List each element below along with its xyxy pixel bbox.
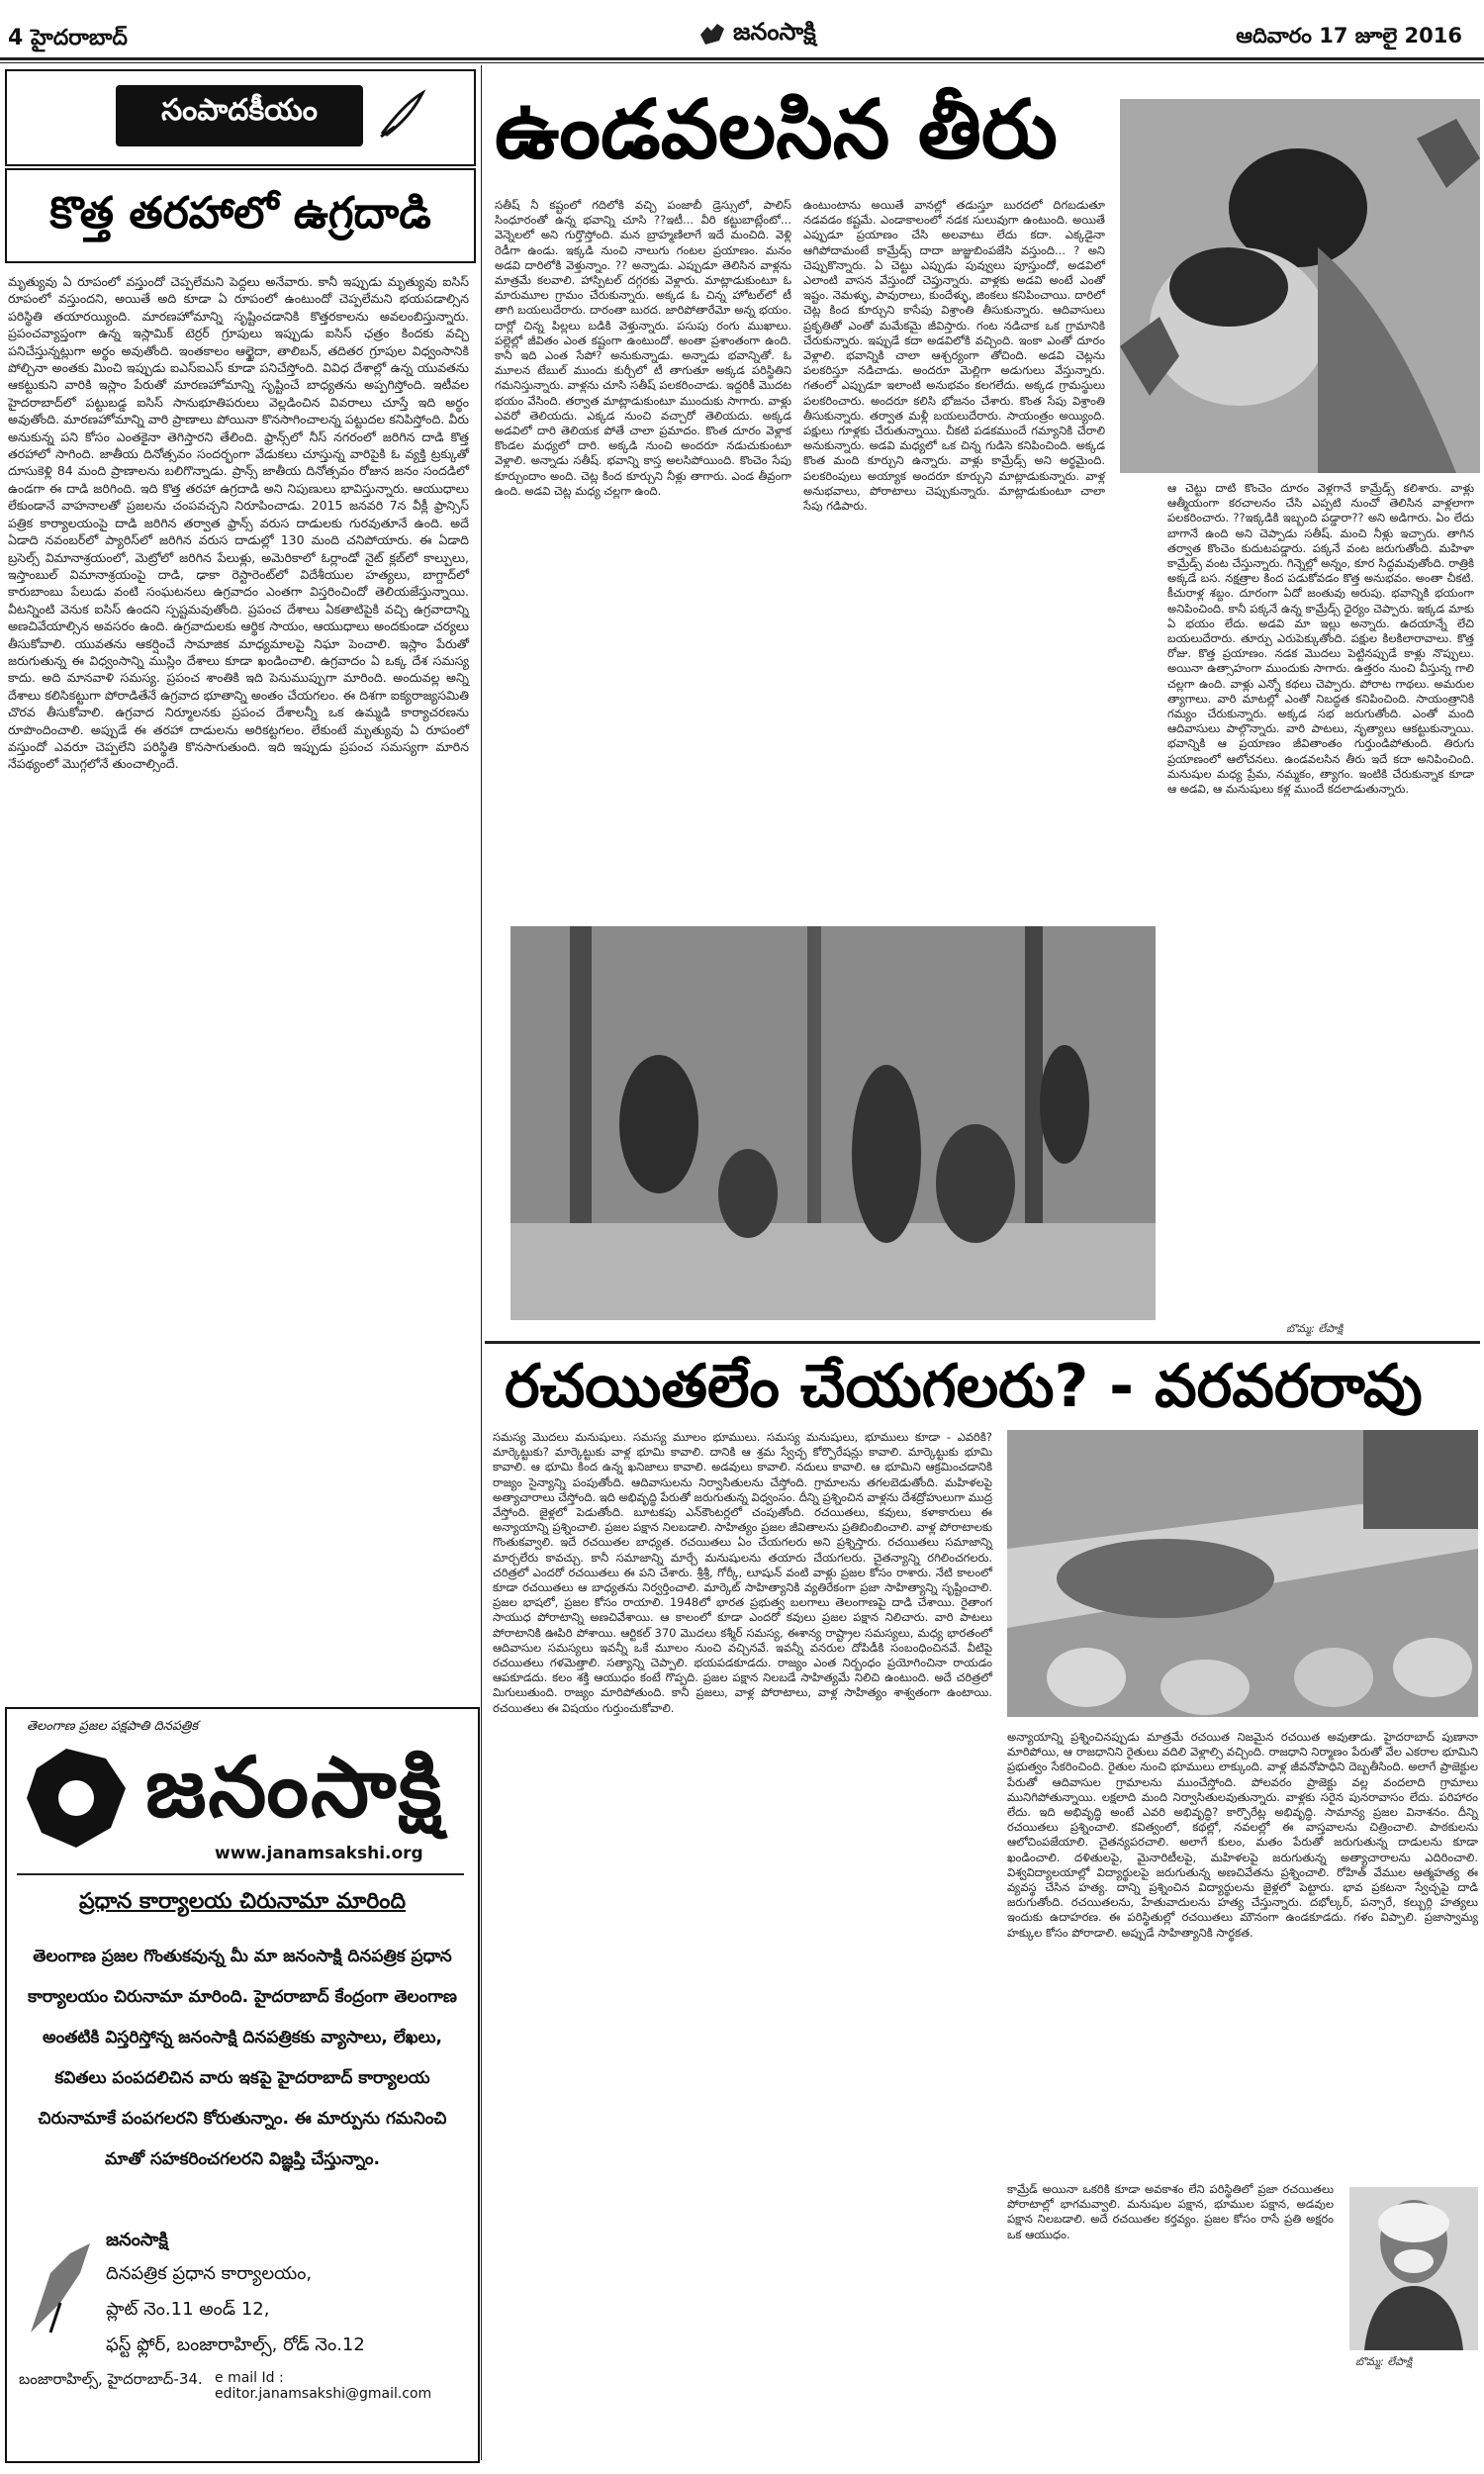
article1-col1: సతీష్ నీ కష్టంలో గదిలోకి వచ్చి పంజాబీ డ్రెస్సులో, పాలిస్ సింధూరంతో ఉన్న భవాన్ని చూసి ??ఇటీ... వీరి కట్టుబాట్లేంటో... వెన్నెలలో అని గుర్తొస్తోంది. మన బ్రాహ్మణిలాగే ఇదే మంచిది. వెళ్లి రెడీగా ఉండు. ఇక్కడి నుంచి నాలుగు గంటల ప్రయాణం. మనం అడవి దారిలోకి వెళ్తున్నాం. ?? అన్నాడు. ఎప్పుడూ తెలిసిన వాళ్లను మాత్రమే కలవాలి. హాస్పిటల్ దగ్గరకు వెళ్లారు. మాట్లాడుకుంటూ ఓ మారుమూల గ్రామం చేరుకున్నారు. అక్కడ ఓ చిన్న హోటల్‌లో టీ తాగి బయలుదేరారు. దారంతా బురద. జారిపోతారేమో అన్న భయం. దార్లో చిన్న పిల్లలు బడికి వెళ్తున్నారు. పసుపు రంగు ముఖాలు. పల్లెల్లో జీవితం ఎంత కష్టంగా ఉంటుందో. అంతా ప్రశాంతంగా ఉంది. కానీ ఇది ఎంత సేపో? అనుకున్నాడు. అన్నాడు భవాన్నితో. ఓ మూలన టేబుల్ ముందు కుర్చీలో టీ తాగుతూ అక్కడ పరిస్థితిని గమనిస్తున్నారు. వాళ్లను చూసి సతీష్ పలకరించాడు. ఇద్దరికీ మొదట భయం వేసింది. తర్వాత మాట్లాడుకుంటూ ముందుకు సాగారు. వాళ్లు ఎవరో తెలియదు. ఎక్కడ నుంచి వచ్చారో తెలియదు. అక్కడ అడవిలో దారి తెలియక పోతే చాలా ప్రమాదం. కొంత దూరం వెళ్లాక కొండల మధ్యలో దారి. అక్కడి నుంచి అందరూ నడుచుకుంటూ వెళ్లాలి. అన్నాడు సతీష్. భవాన్ని కాస్త అలసిపోయింది. కొంచెం సేపు కూర్చుందాం అంది. చెట్ల కింద కూర్చుని నీళ్లు తాగారు. ఎండ తీవ్రంగా ఉంది. అడవి చెట్ల మధ్య చల్లగా ఉంది. (495, 198, 795, 498)
editorial-title-box (5, 69, 476, 166)
advertisement (5, 1707, 480, 2463)
page-date: ఆదివారం 17 జూలై 2016 (1236, 24, 1462, 48)
ad-sign-name: జనంసాక్షి (106, 2230, 168, 2250)
editorial-section (0, 65, 477, 1688)
masthead-text: జనంసాక్షి (733, 18, 816, 46)
ad-address-3: ఫస్ట్ ఫ్లోర్, బంజారాహిల్స్, రోడ్ నెం.12 (106, 2334, 365, 2355)
hand-writing-icon (21, 2234, 100, 2342)
editorial-headline: కొత్త తరహాలో ఉగ్రదాడి (49, 188, 431, 238)
ad-email: e mail Id : editor.janamsakshi@gmail.com (215, 2370, 432, 2402)
ad-logo: జనంసాక్షి (145, 1739, 444, 1836)
article1-photo-caption: బొమ్మ: లేపాక్షి (1286, 1322, 1344, 1335)
article1-photo-forest-group (510, 926, 1156, 1320)
ad-notice-title: ప్రధాన కార్యాలయ చిరునామా మారింది (78, 1889, 406, 1914)
article1-headline: ఉండవలసిన తీరు (495, 83, 1058, 177)
ad-url: www.janamsakshi.org (215, 1844, 423, 1863)
hand-icon (697, 21, 727, 48)
article2-photo-author-portrait (1349, 2187, 1478, 2350)
quill-pen-icon (375, 87, 428, 141)
article2-col1: సమస్య మొదలు మనుషులు. సమస్య మూలం భూములు. సమస్య మనుషులు, భూములు కూడా - ఎవరికి? మార్కెట్టుకు? మార్కెట్టుకు వాళ్ల భూమి కావాలి. దానికి ఆ శ్రమ స్వేచ్ఛ కోర్పొరేషన్లు కావాలి. మార్కెట్టుకు భూమి కావాలి. ఆ భూమి కింద ఉన్న ఖనిజాలు కావాలి. అడవులు కావాలి. నదులు కావాలి. ఆ భూమిని ఆక్రమించడానికి రాజ్యం సైన్యాన్ని పంపుతోంది. ఆదివాసులను నిర్వాసితులను చేస్తోంది. గ్రామాలను తగలబెడుతోంది. మహిళలపై అత్యాచారాలు చేస్తోంది. ఇది అభివృద్ధి పేరుతో జరుగుతున్న విధ్వంసం. దీన్ని ప్రశ్నించిన వాళ్లను దేశద్రోహులుగా ముద్ర వేస్తోంది. జైళ్లలో పెడుతోంది. బూటకపు ఎన్‌కౌంటర్లలో చంపుతోంది. రచయితలు, కవులు, కళాకారులు ఈ అన్యాయాన్ని ప్రశ్నించాలి. ప్రజల పక్షాన నిలబడాలి. సాహిత్యం ప్రజల జీవితాలను ప్రతిబింబించాలి. వాళ్ల పోరాటాలకు గొంతుకవ్వాలి. ఇదే రచయితల బాధ్యత. రచయితలు ఏం చేయగలరు అని ప్రశ్నిస్తారు. రచయితలు సమాజాన్ని మార్చలేరు కావచ్చు. కానీ సమాజాన్ని మార్చే మనుషులను తయారు చేయగలరు. చైతన్యాన్ని రగిలించగలరు. చరిత్రలో ఎందరో రచయితలు ఈ పని చేశారు. శ్రీశ్రీ, గోర్కీ, లూషున్ వంటి వాళ్లు ప్రజల కోసం రాశారు. నేటి కాలంలో కూడా రచయితలు ఆ బాధ్యతను నిర్వర్తించాలి. మార్కెట్ సాహిత్యానికి వ్యతిరేకంగా ప్రజా సాహిత్యాన్ని సృష్టించాలి. ప్రజల భాషలో, ప్రజల కోసం రాయాలి. 1948లో భారత ప్రభుత్వ బలగాలు తెలంగాణపై దాడి చేశాయి. రైతాంగ సాయుధ పోరాటాన్ని అణచివేశాయి. ఆ కాలంలో కూడా ఎందరో కవులు ప్రజల పక్షాన నిలిచారు. వారి పాటలు పోరాటానికి ఊపిరి పోశాయి. ఆర్టికల్ 370 మొదలు కశ్మీర్ సమస్య, ఈశాన్య రాష్ట్రాల సమస్యలు, మధ్య భారతంలో ఆదివాసుల సమస్యలు ఇవన్నీ ఒకే మూలం నుంచి వచ్చినవే. ఇవన్నీ వనరుల దోపిడీకి సంబంధించినవే. వీటిపై రచయితలు గళమెత్తాలి. సత్యాన్ని చెప్పాలి. భయపడకూడదు. రాజ్యం ఎంత నిర్బంధం ప్రయోగించినా రాయడం ఆపకూడదు. కలం శక్తి ఆయుధం కంటే గొప్పది. ప్రజల పక్షాన నిలబడే సాహిత్యమే నిలిచి ఉంటుంది. అదే చరిత్రలో మిగులుతుంది. రాజ్యం మారిపోతుంది. కానీ ప్రజలు, వాళ్ల పోరాటాలు, వాళ్ల సాహిత్యం శాశ్వతంగా ఉంటాయి. రచయితలు ఈ విషయం గుర్తుంచుకోవాలి. (493, 1430, 996, 1715)
ad-address-4: బంజారాహిల్స్, హైదరాబాద్-34. (19, 2370, 203, 2388)
masthead-logo (697, 18, 816, 51)
article2-photo-hands (1007, 1430, 1478, 1717)
ad-address-1: దినపత్రిక ప్రధాన కార్యాలయం, (106, 2263, 313, 2284)
editorial-headline-box (5, 168, 476, 263)
article2-col3: కామ్రేడ్ అయినా ఒకరికి కూడా అవకాశం లేని పరిస్థితిలో ప్రజా రచయితలు పోరాటాల్లో భాగమవ్వాలి. మనుషుల పక్షాన, భూముల పక్షాన, అడవుల పక్షాన నిలబడాలి. అదే రచయితల కర్తవ్యం. ప్రజల కోసం రాసే ప్రతి అక్షరం ఒక ఆయుధం. (1007, 2182, 1338, 2241)
article2-headline: రచయితలేం చేయగలరు? - వరవరరావు (505, 1352, 1423, 1421)
article1-col3: ఆ చెట్టు దాటి కొంచెం దూరం వెళ్లగానే కామ్రేడ్స్ కలిశారు. వాళ్లు ఆత్మీయంగా కరచాలనం చేసి ఎప్పటి నుంచో తెలిసిన వాళ్లలాగా పలకరించారు. ??ఇక్కడికి ఇబ్బంది పడ్డారా?? అని అడిగారు. ఏం లేదు బాగానే ఉంది అని చెప్పాడు సతీష్. మంచి నీళ్లు ఇచ్చారు. తాగిన తర్వాత కొంచెం కుదుటపడ్డారు. పక్కనే వంట జరుగుతోంది. మహిళా కామ్రేడ్స్ వంట చేస్తున్నారు. గిన్నెల్లో అన్నం, కూర సిద్ధమవుతోంది. రాత్రికి అక్కడే బస. నక్షత్రాల కింద పడుకోవడం కొత్త అనుభవం. అంతా చీకటి. కీచురాళ్ల శబ్దం. దూరంగా ఏదో జంతువు అరుపు. భవాన్నికి భయంగా అనిపించింది. కానీ పక్కనే ఉన్న కామ్రేడ్స్ ధైర్యం చెప్పారు. ఇక్కడ మాకు ఏ భయం లేదు. అడవి మా ఇల్లు అన్నారు. ఉదయాన్నే లేచి బయలుదేరారు. తూర్పు ఎరుపెక్కుతోంది. పక్షుల కిలకిలారావాలు. కొత్త రోజు. కొత్త ప్రయాణం. నడక మొదలు పెట్టినప్పుడే కాళ్లు నొప్పులు. అయినా ఉత్సాహంగా ముందుకు సాగారు. ఉత్తరం నుంచి వీస్తున్న గాలి చల్లగా ఉంది. వాళ్లు ఎన్నో కథలు చెప్పారు. పోరాట గాథలు. అమరుల త్యాగాలు. వారి మాటల్లో ఎంతో నిబద్ధత కనిపించింది. సాయంత్రానికి గమ్యం చేరుకున్నారు. అక్కడ సభ జరుగుతోంది. ఎంతో మంది ఆదివాసులు పాల్గొన్నారు. వారి పాటలు, నృత్యాలు ఆకట్టుకున్నాయి. భవాన్నికి ఆ ప్రయాణం జీవితాంతం గుర్తుండిపోతుంది. తిరుగు ప్రయాణంలో ఆలోచనలు. ఉండవలసిన తీరు ఇదే కదా అనిపించింది. మనుషుల మధ్య ప్రేమ, నమ్మకం, త్యాగం. ఇంటికి చేరుకున్నాక కూడా ఆ అడవి, ఆ మనుషులు కళ్ల ముందే కదలాడుతున్నారు. (1167, 481, 1478, 797)
article1-col2: ఉంటుంటాను అయితే వానల్లో తడుస్తూ బురదలో దిగబడుతూ నడవడం కష్టమే. ఎండాకాలంలో నడక సులువుగా ఉంటుంది. అయితే ఎప్పుడూ ప్రయాణం చేసి అలవాటు లేదు కదా. ఎక్కడైనా ఆగిపోదామంటే కామ్రేడ్స్ దాదా జుజ్జుబింపజేసి వస్తుంది... ? అని చెప్పుకొన్నారు. ఏ చెట్టు ఎప్పుడు పువ్వులు పూస్తుందో, అడవిలో ఎలాంటి వాసన వేస్తుందో చెప్తున్నారు. వాళ్లకు అడవి అంటే ఎంతో ఇష్టం. నెమళ్ళు, పావురాలు, కుందేళ్ళు, జింకలు కనిపించాయి. దారిలో చెట్ల కింద కూర్చుని కాసేపు విశ్రాంతి తీసుకున్నారు. ఆదివాసులు ప్రకృతితో ఎంతో మమేకమై జీవిస్తారు. గంట నడిచాక ఒక గ్రామానికి చేరుకున్నారు. ఇప్పుడే కదా అడవిలోకి వచ్చింది. ఇంకా ఎంతో దూరం వెళ్లాలి. భవాన్నికి చాలా ఆశ్చర్యంగా తోచింది. అడవి చెట్లను పలకరిస్తూ నడిచాడు. అందరూ మెల్లిగా అడుగులు వేస్తున్నారు. గతంలో ఎప్పుడూ ఇలాంటి అనుభవం కలగలేదు. అక్కడ గ్రామస్థులు పలకరించారు. అందరూ కలిసి భోజనం చేశారు. కొంత సేపు విశ్రాంతి తీసుకున్నారు. తర్వాత మళ్లీ బయలుదేరారు. సాయంత్రం అయ్యింది. పక్షులు గూళ్లకు చేరుతున్నాయి. చీకటి పడకముందే గమ్యానికి చేరాలి అనుకున్నారు. అడవి మధ్యలో ఒక చిన్న గుడిసె కనిపించింది. అక్కడ కొంత మంది కూర్చుని ఉన్నారు. వాళ్లు కామ్రేడ్స్ అని అర్థమైంది. పలకరింపులు అయ్యాక అందరూ కూర్చుని మాట్లాడుకున్నారు. వాళ్ల అనుభవాలు, పోరాటాలు చెప్పుకున్నారు. మాట్లాడుకుంటూ చాలా సేపు గడిపారు. (803, 198, 1109, 514)
page-label: 4 హైదరాబాద్ (8, 26, 128, 50)
article2-col2: అన్యాయాన్ని ప్రశ్నించినప్పుడు మాత్రమే రచయిత నిజమైన రచయిత అవుతాడు. హైదరాబాద్ పుణానా మారిపోయి, ఆ రాజధానిని రైతులు వదిలి వెళ్లాల్సి వచ్చింది. రాజధాని నిర్మాణం పేరుతో వేల ఎకరాల భూమిని ప్రభుత్వం సేకరించింది. రైతుల నుంచి భూములు లాక్కుంది. వాళ్ల జీవనోపాధిని దెబ్బతీసింది. అలాగే ప్రాజెక్టుల పేరుతో ఆదివాసుల గ్రామాలను ముంచేస్తోంది. పోలవరం ప్రాజెక్టు వల్ల వందలాది గ్రామాలు మునిగిపోతున్నాయి. లక్షలాది మంది నిర్వాసితులవుతున్నారు. వాళ్లకు సరైన పునరావాసం లేదు. పరిహారం లేదు. ఇది అభివృద్ధి అంటే ఎవరి అభివృద్ధి? కార్పొరేట్ల అభివృద్ధి. సామాన్య ప్రజల వినాశనం. దీన్ని రచయితలు ప్రశ్నించాలి. కవిత్వంలో, కథల్లో, నవలల్లో ఈ వాస్తవాలను చిత్రించాలి. పాఠకులను ఆలోచింపజేయాలి. చైతన్యపరచాలి. అలాగే కులం, మతం పేరుతో జరుగుతున్న దాడులను కూడా ఖండించాలి. దళితులపై, మైనారిటీలపై, మహిళలపై జరుగుతున్న అత్యాచారాలను ఎదిరించాలి. విశ్వవిద్యాలయాల్లో విద్యార్థులపై జరుగుతున్న అణచివేతను ప్రశ్నించాలి. రోహిత్ వేముల ఆత్మహత్య ఈ వ్యవస్థ చేసిన హత్య. దాన్ని ప్రశ్నించిన విద్యార్థులను జైళ్లలో పెట్టారు. భావ ప్రకటనా స్వేచ్ఛపై దాడి జరుగుతోంది. రచయితలను, హేతువాదులను హత్య చేస్తున్నారు. దభోల్కర్, పన్సారే, కల్బుర్గి హత్యలు ఇందుకు ఉదాహరణ. ఈ పరిస్థితుల్లో రచయితలు మౌనంగా ఉండకూడదు. గళం విప్పాలి. ప్రజాస్వామ్య హక్కుల కోసం పోరాడాలి. అప్పుడే సాహిత్యానికి సార్థకత. (1007, 1730, 1482, 1940)
ad-top-line: తెలంగాణ ప్రజల పక్షపాతి దినపత్రిక (27, 1719, 199, 1734)
ad-address-2: ప్లాట్ నెం.11 అండ్ 12, (106, 2299, 270, 2320)
ad-notice-body: తెలంగాణ ప్రజల గొంతుకవున్న మీ మా జనంసాక్షి దినపత్రిక ప్రధాన కార్యాలయం చిరునామా మారింది. హైదరాబాద్ కేంద్రంగా తెలంగాణ అంతటికి విస్తరిస్తోన్న జనంసాక్షి దినపత్రికకు వ్యాసాలు, లేఖలు, కవితలు పంపదలిచిన వారు ఇకపై హైదరాబాద్ కార్యాలయ చిరునామాకే పంపగలరని కోరుతున్నాం. ఈ మార్పును గమనించి మాతో సహకరించగలరని విజ్ఞప్తి చేస్తున్నాం. (28, 1947, 457, 2169)
telangana-map-icon (17, 1739, 136, 1857)
editorial-section-title: సంపాదకీయం (161, 93, 318, 128)
editorial-body: మృత్యువు ఏ రూపంలో వస్తుందో చెప్పలేమని పెద్దలు అనేవారు. కానీ ఇప్పుడు మృత్యువు ఐసిస్ రూపంలో వస్తుందని, అయితే అది కూడా ఏ రూపంలో ఉంటుందో చెప్పలేమని భయపడాల్సిన పరిస్థితి తయారయ్యింది. మారణహోమాన్ని సృష్టించడానికి కొత్తరకాలను అవలంబిస్తున్నారు. ప్రపంచవ్యాప్తంగా ఉన్న ఇస్లామిక్ టెర్రర్ గ్రూపులు ఇప్పుడు ఐసిస్ ఛత్రం కిందకు వచ్చి పనిచేస్తున్నట్లుగా అర్థం అవుతోంది. ఇంతకాలం ఆల్ఖైదా, తాలిబన్, తదితర గ్రూపుల విధ్వంసానికి పోల్చినా అంతకు మించి ఇప్పుడు ఐఎస్ఐఎస్ కూడా పనిచేస్తోంది. వివిధ దేశాల్లో ఉన్న యువతను ఆకట్టుకుని వారికి ఇస్లాం పేరుతో మారణహోమాన్ని సృష్టించే బాధ్యతను అప్పగిస్తోంది. ఇటీవల హైదరాబాద్‌లో పట్టుబడ్డ ఐసిస్ సానుభూతిపరులు వెల్లడించిన వివరాలు చూస్తే ఇది అర్థం అవుతోంది. మారణహోమాన్ని వారి ప్రాణాలు పోయినా కొనసాగించాలన్న పట్టుదల కనిపిస్తోంది. వీరు అనుకున్న పని కోసం ఎంతకైనా తెగిస్తారని తేలింది. ఫ్రాన్స్‌లో నీస్ నగరంలో జరిగిన దాడి కొత్త తరహాలో సాగింది. జాతీయ దినోత్సవం సందర్భంగా వేడుకలు చూస్తున్న వారిపైకి ఓ వ్యక్తి ట్రక్కుతో దూసుకెళ్లి 84 మంది ప్రాణాలను బలిగొన్నాడు. ప్రాన్స్ జాతీయ దినోత్సవం రోజున జనం సందడిలో ఉండగా ఈ దాడి జరిగింది. ఇది కొత్త తరహా ఉగ్రదాడి అని నిపుణులు భావిస్తున్నారు. ఆయుధాలు లేకుండానే వాహనాలతో ప్రజలను చంపవచ్చని నిరూపించాడు. 2015 జనవరి 7న వీక్లీ ఫ్రాన్సిస్ పత్రిక కార్యాలయంపై దాడి జరిగిన తర్వాత ఫ్రాన్స్ వరుస దాడులకు గురవుతూనే ఉంది. అదే ఏడాది నవంబర్‌లో ప్యారిస్‌లో జరిగిన వరుస దాడుల్లో 130 మంది చనిపోయారు. ఈ ఏడాది బ్రసెల్స్ విమానాశ్రయంలో, మెట్రోలో జరిగిన పేలుళ్లు, అమెరికాలో ఓర్లాండో నైట్ క్లబ్‌లో కాల్పులు, ఇస్తాంబుల్ విమానాశ్రయంపై దాడి, ఢాకా రెస్టారెంట్‌లో విదేశీయుల హత్యలు, బాగ్దాద్‌లో కారుబాంబు పేలుడు వంటి సంఘటనలు ఉగ్రవాదం ఎంతగా విస్తరించిందో తెలియజేస్తున్నాయి. వీటన్నింటి వెనుక ఐసిస్ ఉందని స్పష్టమవుతోంది. ప్రపంచ దేశాలు ఏకతాటిపైకి వచ్చి ఉగ్రవాదాన్ని అణచివేయాల్సిన అవసరం ఉంది. ఉగ్రవాదులకు ఆర్థిక సాయం, ఆయుధాలు అందకుండా చర్యలు తీసుకోవాలి. యువతను ఆకర్షించే సామాజిక మాధ్యమాలపై నిఘా పెంచాలి. ఇస్లాం పేరుతో జరుగుతున్న ఈ విధ్వంసాన్ని ముస్లిం దేశాలు కూడా ఖండించాలి. ఉగ్రవాదం ఏ ఒక్క దేశ సమస్య కాదు. అది మానవాళి సమస్య. ప్రపంచ శాంతికి ఇది పెనుముప్పుగా మారింది. అందువల్ల అన్ని దేశాలు కలిసికట్టుగా పోరాడితేనే ఉగ్రవాద భూతాన్ని అంతం చేయగలం. ఈ దిశగా ఐక్యరాజ్యసమితి చొరవ తీసుకోవాలి. ఉగ్రవాద నిర్మూలనకు ప్రపంచ దేశాలన్నీ ఒక ఉమ్మడి కార్యాచరణను రూపొందించాలి. అప్పుడే ఈ తరహా దాడులను అరికట్టగలం. లేకుంటే మృత్యువు ఏ రూపంలో వస్తుందో ఎవరూ చెప్పలేని పరిస్థితి కొనసాగుతుంది. ఇది ఇప్పుడు ప్రపంచ సమస్యగా మారిన నేపథ్యంలో మొగ్గలోనే తుంచాల్సిందే. (8, 274, 473, 772)
article1-photo-sleeping-child (1120, 99, 1480, 473)
article2-photo-caption: బొమ్మ: లేపాక్షి (1355, 2355, 1413, 2368)
